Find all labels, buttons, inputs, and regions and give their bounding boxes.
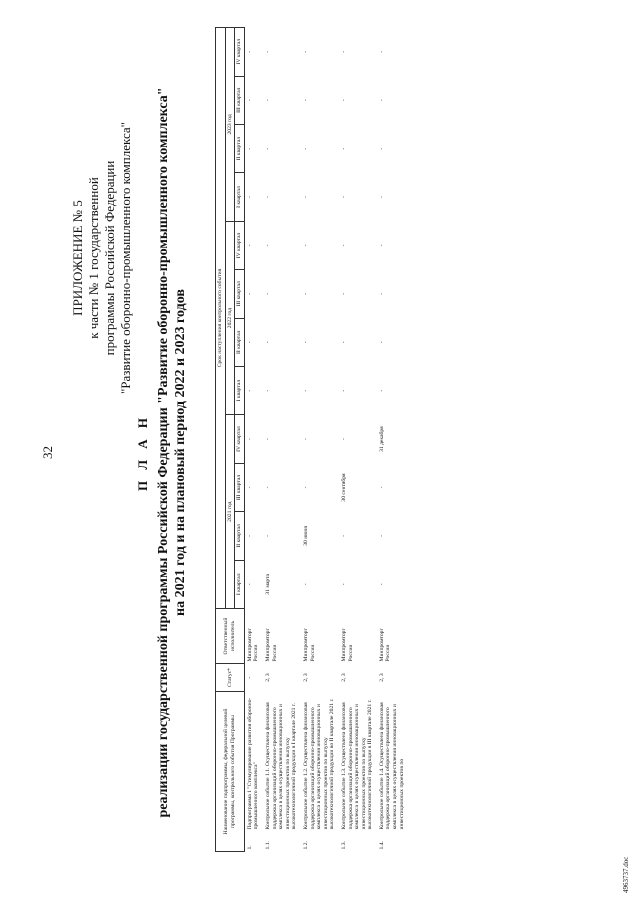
header-quarter: I квартал <box>235 173 245 221</box>
row-deadline-cell: - <box>246 99 253 102</box>
header-quarter: IV квартал <box>235 221 245 269</box>
row-deadline-cell: - <box>340 147 347 150</box>
row-deadline-cell: - <box>302 50 309 53</box>
row-deadline-cell: - <box>302 583 309 586</box>
row-deadline-cell: - <box>378 147 385 150</box>
header-quarter: II квартал <box>235 124 245 172</box>
row-deadline-cell: - <box>264 534 271 537</box>
header-quarter: IV квартал <box>235 415 245 463</box>
row-deadline-cell: - <box>378 583 385 586</box>
row-number: 1. <box>246 845 253 850</box>
row-responsible: Минпромторг России <box>340 628 354 662</box>
row-deadline-cell: - <box>302 196 309 198</box>
plan-title: П Л А Н <box>135 413 150 492</box>
row-deadline-cell: - <box>302 99 309 102</box>
row-deadline-cell: - <box>340 389 347 392</box>
row-responsible: Минпромторг России <box>378 628 392 662</box>
row-deadline-cell: 31 декабря <box>378 426 385 452</box>
row-deadline-cell: - <box>378 486 385 489</box>
row-deadline-cell: - <box>246 147 253 150</box>
header-quarter: II квартал <box>235 318 245 366</box>
row-deadline-cell: - <box>264 50 271 53</box>
row-number: 1.4. <box>378 841 385 850</box>
row-status: 2, 3 <box>302 673 309 682</box>
row-deadline-cell: - <box>246 196 253 198</box>
header-quarter: III квартал <box>235 463 245 511</box>
row-deadline-cell: - <box>340 292 347 295</box>
row-deadline-cell: - <box>264 438 271 441</box>
row-deadline-cell: 30 июня <box>302 526 309 546</box>
row-deadline-cell: - <box>246 244 253 247</box>
header-year-2022: 2022 год <box>225 221 235 415</box>
plan-table <box>215 27 408 852</box>
table-row <box>263 28 301 852</box>
row-responsible: Минпромторг России <box>264 628 278 662</box>
row-deadline-cell: - <box>264 486 271 489</box>
appendix-line-3: программы Российской Федерации <box>102 160 117 356</box>
row-deadline-cell: - <box>264 341 271 344</box>
row-name: Контрольное событие 1.3. Осуществлена финансовая поддержка организаций оборонно-промышленного комплекса в целях осуществления инновационных и инвестиционных проектов по выпуску высокотехнологичной продукции в III квартале 2021 г. <box>340 699 374 830</box>
row-deadline-cell: - <box>302 389 309 392</box>
appendix-header <box>70 118 134 398</box>
row-deadline-cell: - <box>340 99 347 102</box>
row-deadline-cell: - <box>340 244 347 247</box>
header-quarter: IV квартал <box>235 28 245 77</box>
header-quarter: I квартал <box>235 560 245 608</box>
row-name: Подпрограмма 1 "Стимулирование развития оборонно-промышленного комплекса" <box>246 697 260 830</box>
row-deadline-cell: - <box>302 341 309 344</box>
row-status: 2, 3 <box>378 673 385 682</box>
row-deadline-cell: - <box>302 244 309 247</box>
row-deadline-cell: - <box>378 341 385 344</box>
row-deadline-cell: - <box>264 99 271 102</box>
plan-title-block <box>135 0 189 905</box>
table-row <box>301 28 339 852</box>
document-code: 4963737.doc <box>622 856 630 893</box>
row-status: 2, 3 <box>340 673 347 682</box>
row-deadline-cell: - <box>340 196 347 198</box>
row-responsible: Минпромторг России <box>246 628 260 662</box>
row-name: Контрольное событие 1.2. Осуществлена финансовая поддержка организаций оборонно-промышленного комплекса в целях осуществления инновационных и инвестиционных проектов по выпуску высокотехнологичной продукции во II квартале 2021 г. <box>302 698 336 830</box>
row-deadline-cell: 31 марта <box>264 573 271 595</box>
header-responsible: Ответственный исполнитель <box>216 609 245 664</box>
row-deadline-cell: - <box>264 147 271 150</box>
row-name: Контрольное событие 1.1. Осуществлена финансовая поддержка организаций оборонно-промышленного комплекса в целях осуществления инновационных и инвестиционных проектов по выпуску высокотехнологичной продукции в I квартале 2021 г. <box>264 702 298 830</box>
header-year-2021: 2021 год <box>225 415 235 609</box>
row-deadline-cell: - <box>340 534 347 537</box>
row-deadline-cell: - <box>378 50 385 53</box>
header-status: Статус* <box>216 664 245 692</box>
row-name: Контрольное событие 1.4. Осуществлена финансовая поддержка организаций оборонно-промышленного комплекса в целях осуществления инновационных и инвестиционных проектов по <box>378 702 405 830</box>
row-status: - <box>246 676 253 679</box>
row-deadline-cell: - <box>378 534 385 537</box>
row-deadline-cell: - <box>246 292 253 295</box>
appendix-line-2: к части № 1 государственной <box>86 177 101 339</box>
row-deadline-cell: - <box>246 486 253 489</box>
row-status: 2, 3 <box>264 673 271 682</box>
header-year-2023: 2023 год <box>225 28 235 222</box>
row-deadline-cell: - <box>264 292 271 295</box>
header-deadline: Срок наступления контрольного события <box>216 28 226 609</box>
table-body <box>244 28 408 852</box>
table-header <box>216 28 245 852</box>
header-quarter: III квартал <box>235 270 245 318</box>
row-deadline-cell: - <box>264 389 271 392</box>
row-deadline-cell: - <box>246 341 253 344</box>
row-deadline-cell: - <box>378 99 385 102</box>
header-quarter: II квартал <box>235 512 245 560</box>
page-number: 32 <box>40 446 55 459</box>
row-deadline-cell: - <box>302 292 309 295</box>
row-deadline-cell: - <box>246 389 253 392</box>
row-deadline-cell: - <box>246 438 253 441</box>
appendix-line-4: "Развитие оборонно-промышленного комплекса" <box>118 122 133 395</box>
row-deadline-cell: - <box>246 583 253 586</box>
row-deadline-cell: - <box>246 50 253 53</box>
row-deadline-cell: - <box>302 147 309 150</box>
row-deadline-cell: - <box>264 196 271 198</box>
table-row <box>339 28 377 852</box>
row-deadline-cell: - <box>378 196 385 198</box>
row-number: 1.3. <box>340 841 347 850</box>
row-responsible: Минпромторг России <box>302 628 316 662</box>
plan-subtitle-line-2: на 2021 год и на плановый период 2022 и 2023 годов <box>173 289 188 616</box>
row-deadline-cell: - <box>340 583 347 586</box>
row-deadline-cell: - <box>302 438 309 441</box>
row-deadline-cell: - <box>340 438 347 441</box>
appendix-line-1: ПРИЛОЖЕНИЕ № 5 <box>70 200 85 316</box>
row-deadline-cell: - <box>340 50 347 53</box>
header-quarter: I квартал <box>235 366 245 414</box>
row-deadline-cell: - <box>264 244 271 247</box>
header-quarter: III квартал <box>235 76 245 124</box>
plan-subtitle-line-1: реализации государственной программы Российской Федерации "Развитие оборонно-промышленного комплекса" <box>156 87 171 818</box>
table-row <box>244 28 263 852</box>
row-deadline-cell: - <box>378 244 385 247</box>
header-name: Наименование подпрограммы, федеральной целевой программы, контрольного события Программы <box>216 692 245 852</box>
table-row <box>377 28 408 852</box>
row-deadline-cell: - <box>378 292 385 295</box>
row-deadline-cell: - <box>302 486 309 489</box>
row-deadline-cell: - <box>340 341 347 344</box>
row-deadline-cell: - <box>378 389 385 392</box>
row-number: 1.1. <box>264 841 271 850</box>
row-number: 1.2. <box>302 841 309 850</box>
row-deadline-cell: - <box>246 534 253 537</box>
row-deadline-cell: 30 сентября <box>340 473 347 502</box>
